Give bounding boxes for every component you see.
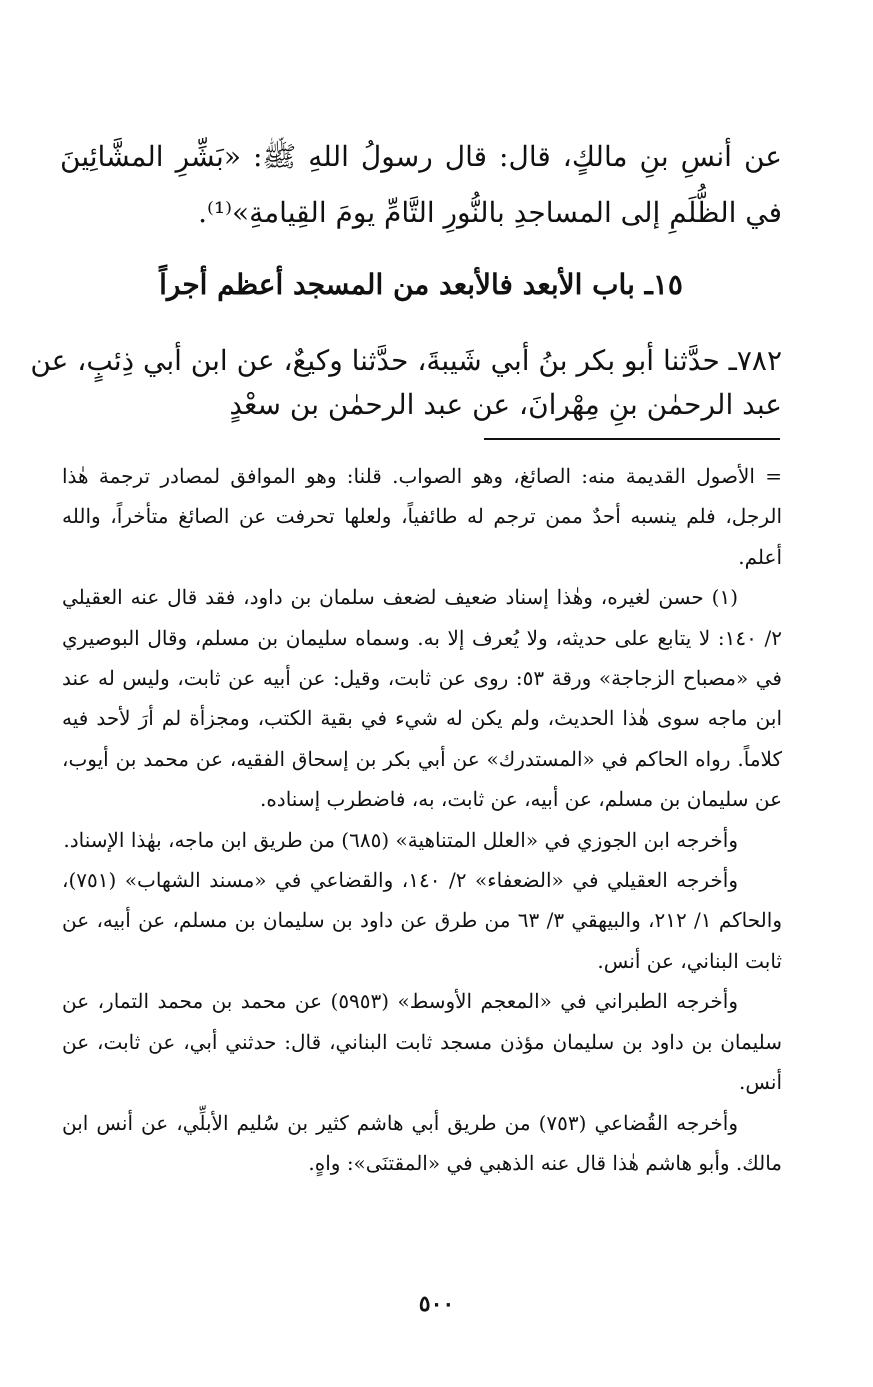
page-number: ٥٠٠	[418, 1291, 455, 1317]
footnote-continuation: = الأصول القديمة منه: الصائغ، وهو الصواب. قلنا: وهو الموافق لمصادر ترجمة هٰذا الرجل، فلم ينسبه أحدٌ ممن ترجم له طائفياً، ولعلها تحرفت عن الصائغ متأخراً، والله أعلم.	[62, 464, 782, 569]
hadith-text-line-1: عن أنسِ بنِ مالكٍ، قال: قال رسولُ اللهِ ﷺ: «بَشِّرِ المشَّائِينَ	[60, 140, 782, 173]
footnote-paragraph-uqayli: وأخرجه العقيلي في «الضعفاء» ٢/ ١٤٠، والقضاعي في «مسند الشهاب» (٧٥١)، والحاكم ١/ ٢١٢، والبيهقي ٣/ ٦٣ من طرق عن داود بن سليمان بن مسلم، عن أبيه، عن ثابت البناني، عن أنس.	[62, 868, 782, 973]
footnote-divider	[484, 438, 780, 440]
hadith-782-line-2: عبد الرحمٰن بنِ مِهْرانَ، عن عبد الرحمٰن بن سعْدٍ	[229, 388, 782, 421]
footnote-paragraph-ibn-al-jawzi: وأخرجه ابن الجوزي في «العلل المتناهية» (٦٨٥) من طريق ابن ماجه، بهٰذا الإسناد.	[63, 827, 738, 852]
hadith-text-line-2: في الظُّلَمِ إلى المساجدِ بالنُّورِ التَّامِّ يومَ القِيامةِ»⁽¹⁾.	[198, 196, 782, 229]
footnote-1: (١) حسن لغيره، وهٰذا إسناد ضعيف لضعف سلمان بن داود، فقد قال عنه العقيلي ٢/ ١٤٠: لا يتابع على حديثه، ولا يُعرف إلا به. وسماه سليمان بن مسلم، وقال البوصيري في «مصباح الزجاجة» ورقة ٥٣: روى عن ثابت، وقيل: عن أبيه عن ثابت، وليس له عند ابن ماجه سوى هٰذا الحديث، ولم يكن له شيء في بقية الكتب، ومجزأة لم أرَ لأحد فيه كلاماً. رواه الحاكم في «المستدرك» عن أبي بكر بن إسحاق الفقيه، عن محمد بن أيوب، عن سليمان بن مسلم، عن أبيه، عن ثابت، به، فاضطرب إسناده.	[62, 585, 782, 812]
footnote-paragraph-tabarani: وأخرجه الطبراني في «المعجم الأوسط» (٥٩٥٣) عن محمد بن محمد التمار، عن سليمان بن داود بن سليمان مؤذن مسجد ثابت البناني، قال: حدثني أبي، عن ثابت، عن أنس.	[62, 989, 782, 1095]
footnote-paragraph-qudai: وأخرجه القُضاعي (٧٥٣) من طريق أبي هاشم كثير بن سُليم الأبلِّي، عن أنس ابن مالك. وأبو هاشم هٰذا قال عنه الذهبي في «المقتنَى»: واهٍ.	[62, 1110, 782, 1175]
footnotes-section	[62, 456, 782, 1183]
hadith-782-line-1: ٧٨٢ـ حدَّثنا أبو بكر بنُ أبي شَيبةَ، حدَّثنا وكيعٌ، عن ابن أبي ذِئبٍ، عن	[30, 344, 782, 377]
chapter-heading: ١٥ـ باب الأبعد فالأبعد من المسجد أعظم أجراً	[159, 268, 683, 301]
